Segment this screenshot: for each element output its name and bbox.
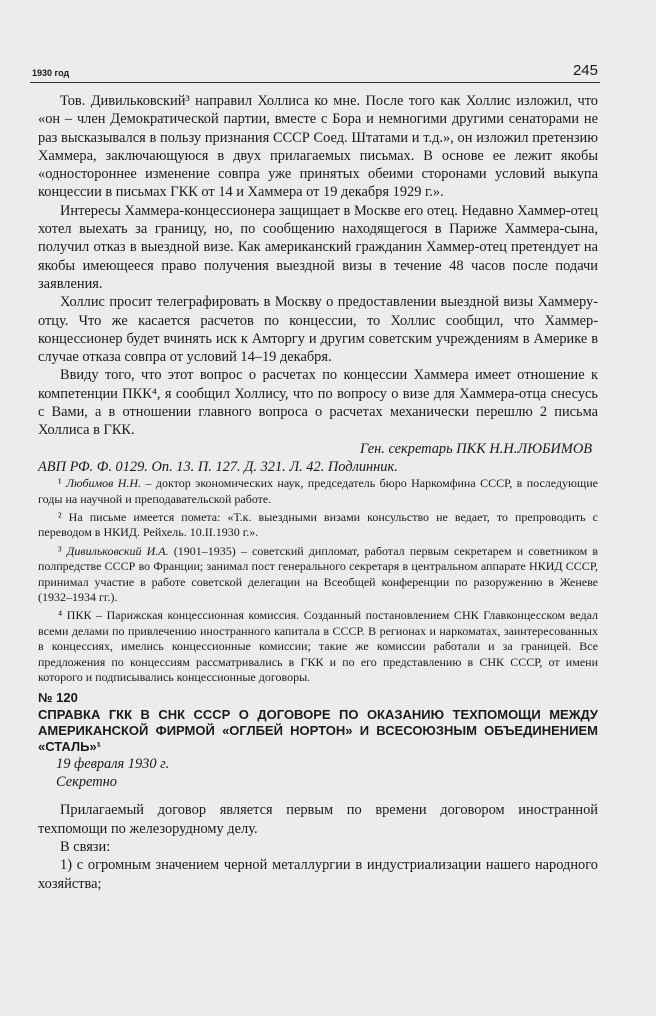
paragraph: Прилагаемый договор является первым по времени договором иностранной техпомощи по железорудному делу. xyxy=(38,802,598,837)
paragraph: Ввиду того, что этот вопрос о расчетах по концессии Хаммера имеет отношение к компетенции ПКК⁴, я сообщил Холлису, что по вопросу о визе для Хаммера-отца снесусь с Вами, а в отношении главного вопроса о расчетах механически перешлю 2 письма Холлиса в ГКК. xyxy=(38,367,598,439)
footnote: ² На письме имеется помета: «Т.к. выездными визами консульство не ведает, то препроводить с переводом в НКИД. Рейхель. 10.II.1930 г.». xyxy=(38,510,599,540)
paragraph: Тов. Дивильковский³ направил Холлиса ко мне. После того как Холлис изложил, что «он – член Демократической партии, вместе с Бора и немногими другими сенаторами не раз высказывался в пользу признания СССР Соед. Штатами и т.д.», он изложил претензию Хаммера, заключающуюся в двух прилагаемых письмах. В основе ее лежит якобы «одностороннее изменение совпра уже принятых обеими сторонами условий выкупа концессии в письмах ГКК от 14 и Хаммера от 19 декабря 1929 г.». xyxy=(38,93,598,201)
document-date: 19 февраля 1930 г. xyxy=(56,755,170,772)
document-number: № 120 xyxy=(38,689,78,705)
page-number: 245 xyxy=(572,62,598,79)
signature: Ген. секретарь ПКК Н.Н.ЛЮБИМОВ xyxy=(359,440,592,457)
footnotes xyxy=(38,476,598,685)
archive-reference: АВП РФ. Ф. 0129. Оп. 13. П. 127. Д. 321. Л. 42. Подлинник. xyxy=(38,458,398,475)
footnote: ⁴ ПКК – Парижская концессионная комиссия. Созданный постановлением СНК Главконцесском ведал всеми делами по привлечению иностранного капитала в СССР. В регионах и наркоматах, заинтересованных в концессиях, имелись концессионные комиссии; такие же комиссии работали и за границей. Все предложения по концессиям рассматривались в ГКК и по его представлению в СНК СССР, от имени которого и подписывались концессионные договоры. xyxy=(38,608,599,685)
page-body xyxy=(38,92,598,893)
paragraph: В связи: xyxy=(60,839,111,855)
paragraph: Холлис просит телеграфировать в Москву о предоставлении выездной визы Хаммеру-отцу. Что же касается расчетов по концессии, то Холлис сообщил, что Хаммер-концессионер будет вчинять иск к Амторгу и другим советским учреждениям в Америке в случае отказа совпра от условий 14–19 декабря. xyxy=(38,294,598,366)
paragraph: 1) с огромным значением черной металлургии в индустриализации нашего народного хозяйства; xyxy=(38,857,598,892)
document-title: СПРАВКА ГКК В СНК СССР О ДОГОВОРЕ ПО ОКАЗАНИЮ ТЕХПОМОЩИ МЕЖДУ АМЕРИКАНСКОЙ ФИРМОЙ «ОГЛБЕЙ НОРТОН» И ВСЕСОЮЗНЫМ ОБЪЕДИНЕНИЕМ «СТАЛЬ»¹ xyxy=(38,706,598,754)
footnote: ³ Дивильковский И.А. (1901–1935) – советский дипломат, работал первым секретарем и советником в полпредстве СССР во Франции; занимал пост генерального секретаря в центральном аппарате НКИД СССР, принимал участие в работе советской делегации на Всеобщей конференции по разоружению в Женеве (1932–1934 гг.). xyxy=(38,543,599,605)
running-header xyxy=(30,62,600,83)
paragraph: Интересы Хаммера-концессионера защищает в Москве его отец. Недавно Хаммер-отец хотел выехать за границу, но, по сообщению находящегося в Париже Хаммера-сына, получил отказ в выездной визе. Как американский гражданин Хаммер-отец претендует на якобы имеющееся право получения выездной визы в течение 48 часов после подачи заявления. xyxy=(38,202,598,292)
document-classification: Секретно xyxy=(56,774,117,791)
running-header-year: 1930 год xyxy=(32,68,70,78)
footnote: ¹ Любимов Н.Н. – доктор экономических наук, председатель бюро Наркомфина СССР, в последующие годы на научной и преподавательской работе. xyxy=(38,476,598,506)
